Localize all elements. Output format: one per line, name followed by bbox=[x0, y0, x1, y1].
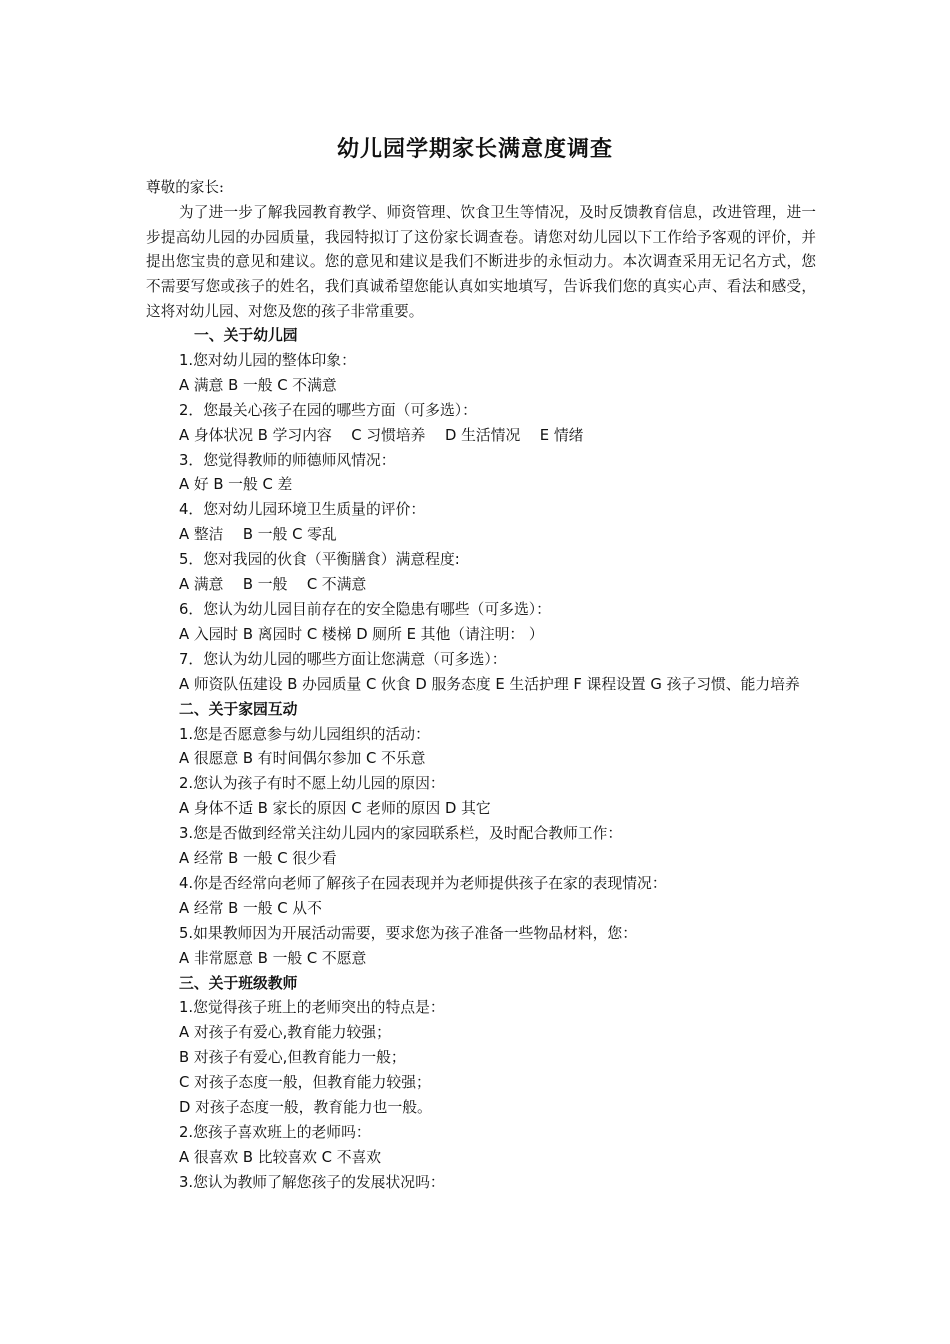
answer-options: A 很愿意 B 有时间偶尔参加 C 不乐意 bbox=[179, 750, 426, 768]
answer-options: A 整洁 B 一般 C 零乱 bbox=[179, 526, 337, 544]
section-heading: 三、关于班级教师 bbox=[179, 974, 298, 992]
answer-options: A 满意 B 一般 C 不满意 bbox=[179, 376, 337, 394]
question: 3.您认为教师了解您孩子的发展状况吗： bbox=[179, 1173, 445, 1191]
question: 1.您对幼儿园的整体印象： bbox=[179, 351, 356, 369]
answer-option: A 对孩子有爱心,教育能力较强； bbox=[179, 1024, 391, 1042]
question: 2.您认为孩子有时不愿上幼儿园的原因： bbox=[179, 775, 445, 793]
answer-options: A 入园时 B 离园时 C 楼梯 D 厕所 E 其他（请注明： ） bbox=[179, 625, 544, 643]
greeting: 尊敬的家长: bbox=[146, 179, 224, 196]
section-heading: 一、关于幼儿园 bbox=[194, 327, 298, 344]
answer-options: A 满意 B 一般 C 不满意 bbox=[179, 576, 367, 594]
answer-options: A 非常愿意 B 一般 C 不愿意 bbox=[179, 949, 367, 967]
survey-body bbox=[146, 324, 816, 1196]
question: 2．您最关心孩子在园的哪些方面（可多选）： bbox=[179, 401, 477, 419]
answer-options: A 身体状况 B 学习内容 C 习惯培养 D 生活情况 E 情绪 bbox=[179, 426, 584, 444]
question: 5．您对我园的伙食（平衡膳食）满意程度: bbox=[179, 551, 460, 569]
answer-options: A 师资队伍建设 B 办园质量 C 伙食 D 服务态度 E 生活护理 F 课程设置 G 孩子习惯、能力培养 bbox=[179, 675, 800, 693]
question: 5.如果教师因为开展活动需要，要求您为孩子准备一些物品材料，您： bbox=[179, 924, 638, 942]
answer-option: D 对孩子态度一般，教育能力也一般。 bbox=[179, 1099, 432, 1117]
question: 4.你是否经常向老师了解孩子在园表现并为老师提供孩子在家的表现情况： bbox=[179, 874, 667, 892]
answer-options: A 好 B 一般 C 差 bbox=[179, 476, 293, 494]
question: 4．您对幼儿园环境卫生质量的评价： bbox=[179, 501, 426, 519]
question: 3.您是否做到经常关注幼儿园内的家园联系栏，及时配合教师工作： bbox=[179, 825, 623, 843]
answer-option: B 对孩子有爱心,但教育能力一般； bbox=[179, 1049, 406, 1067]
section-heading: 二、关于家园互动 bbox=[179, 700, 298, 718]
question: 1.您是否愿意参与幼儿园组织的活动： bbox=[179, 725, 430, 743]
question: 3．您觉得教师的师德师风情况： bbox=[179, 451, 396, 469]
answer-options: A 经常 B 一般 C 很少看 bbox=[179, 850, 337, 868]
question: 7．您认为幼儿园的哪些方面让您满意（可多选）： bbox=[179, 650, 507, 668]
answer-options: A 身体不适 B 家长的原因 C 老师的原因 D 其它 bbox=[179, 800, 491, 818]
intro-paragraph: 为了进一步了解我园教育教学、师资管理、饮食卫生等情况，及时反馈教育信息，改进管理，进一步提高幼儿园的办园质量，我园特拟订了这份家长调查卷。请您对幼儿园以下工作给予客观的评价，并提出您宝贵的意见和建议。您的意见和建议是我们不断进步的永恒动力。本次调查采用无记名方式，您不需要写您或孩子的姓名，我们真诚希望您能认真如实地填写，告诉我们您的真实心声、看法和感受，这将对幼儿园、对您及您的孩子非常重要。 bbox=[146, 203, 816, 320]
intro-block bbox=[146, 176, 816, 325]
question: 2.您孩子喜欢班上的老师吗： bbox=[179, 1124, 371, 1141]
question: 1.您觉得孩子班上的老师突出的特点是： bbox=[179, 999, 445, 1017]
answer-options: A 很喜欢 B 比较喜欢 C 不喜欢 bbox=[179, 1148, 382, 1166]
answer-options: A 经常 B 一般 C 从不 bbox=[179, 899, 322, 917]
question: 6．您认为幼儿园目前存在的安全隐患有哪些（可多选）： bbox=[179, 600, 551, 618]
document-title: 幼儿园学期家长满意度调查 bbox=[336, 136, 613, 162]
answer-option: C 对孩子态度一般，但教育能力较强； bbox=[179, 1074, 431, 1092]
